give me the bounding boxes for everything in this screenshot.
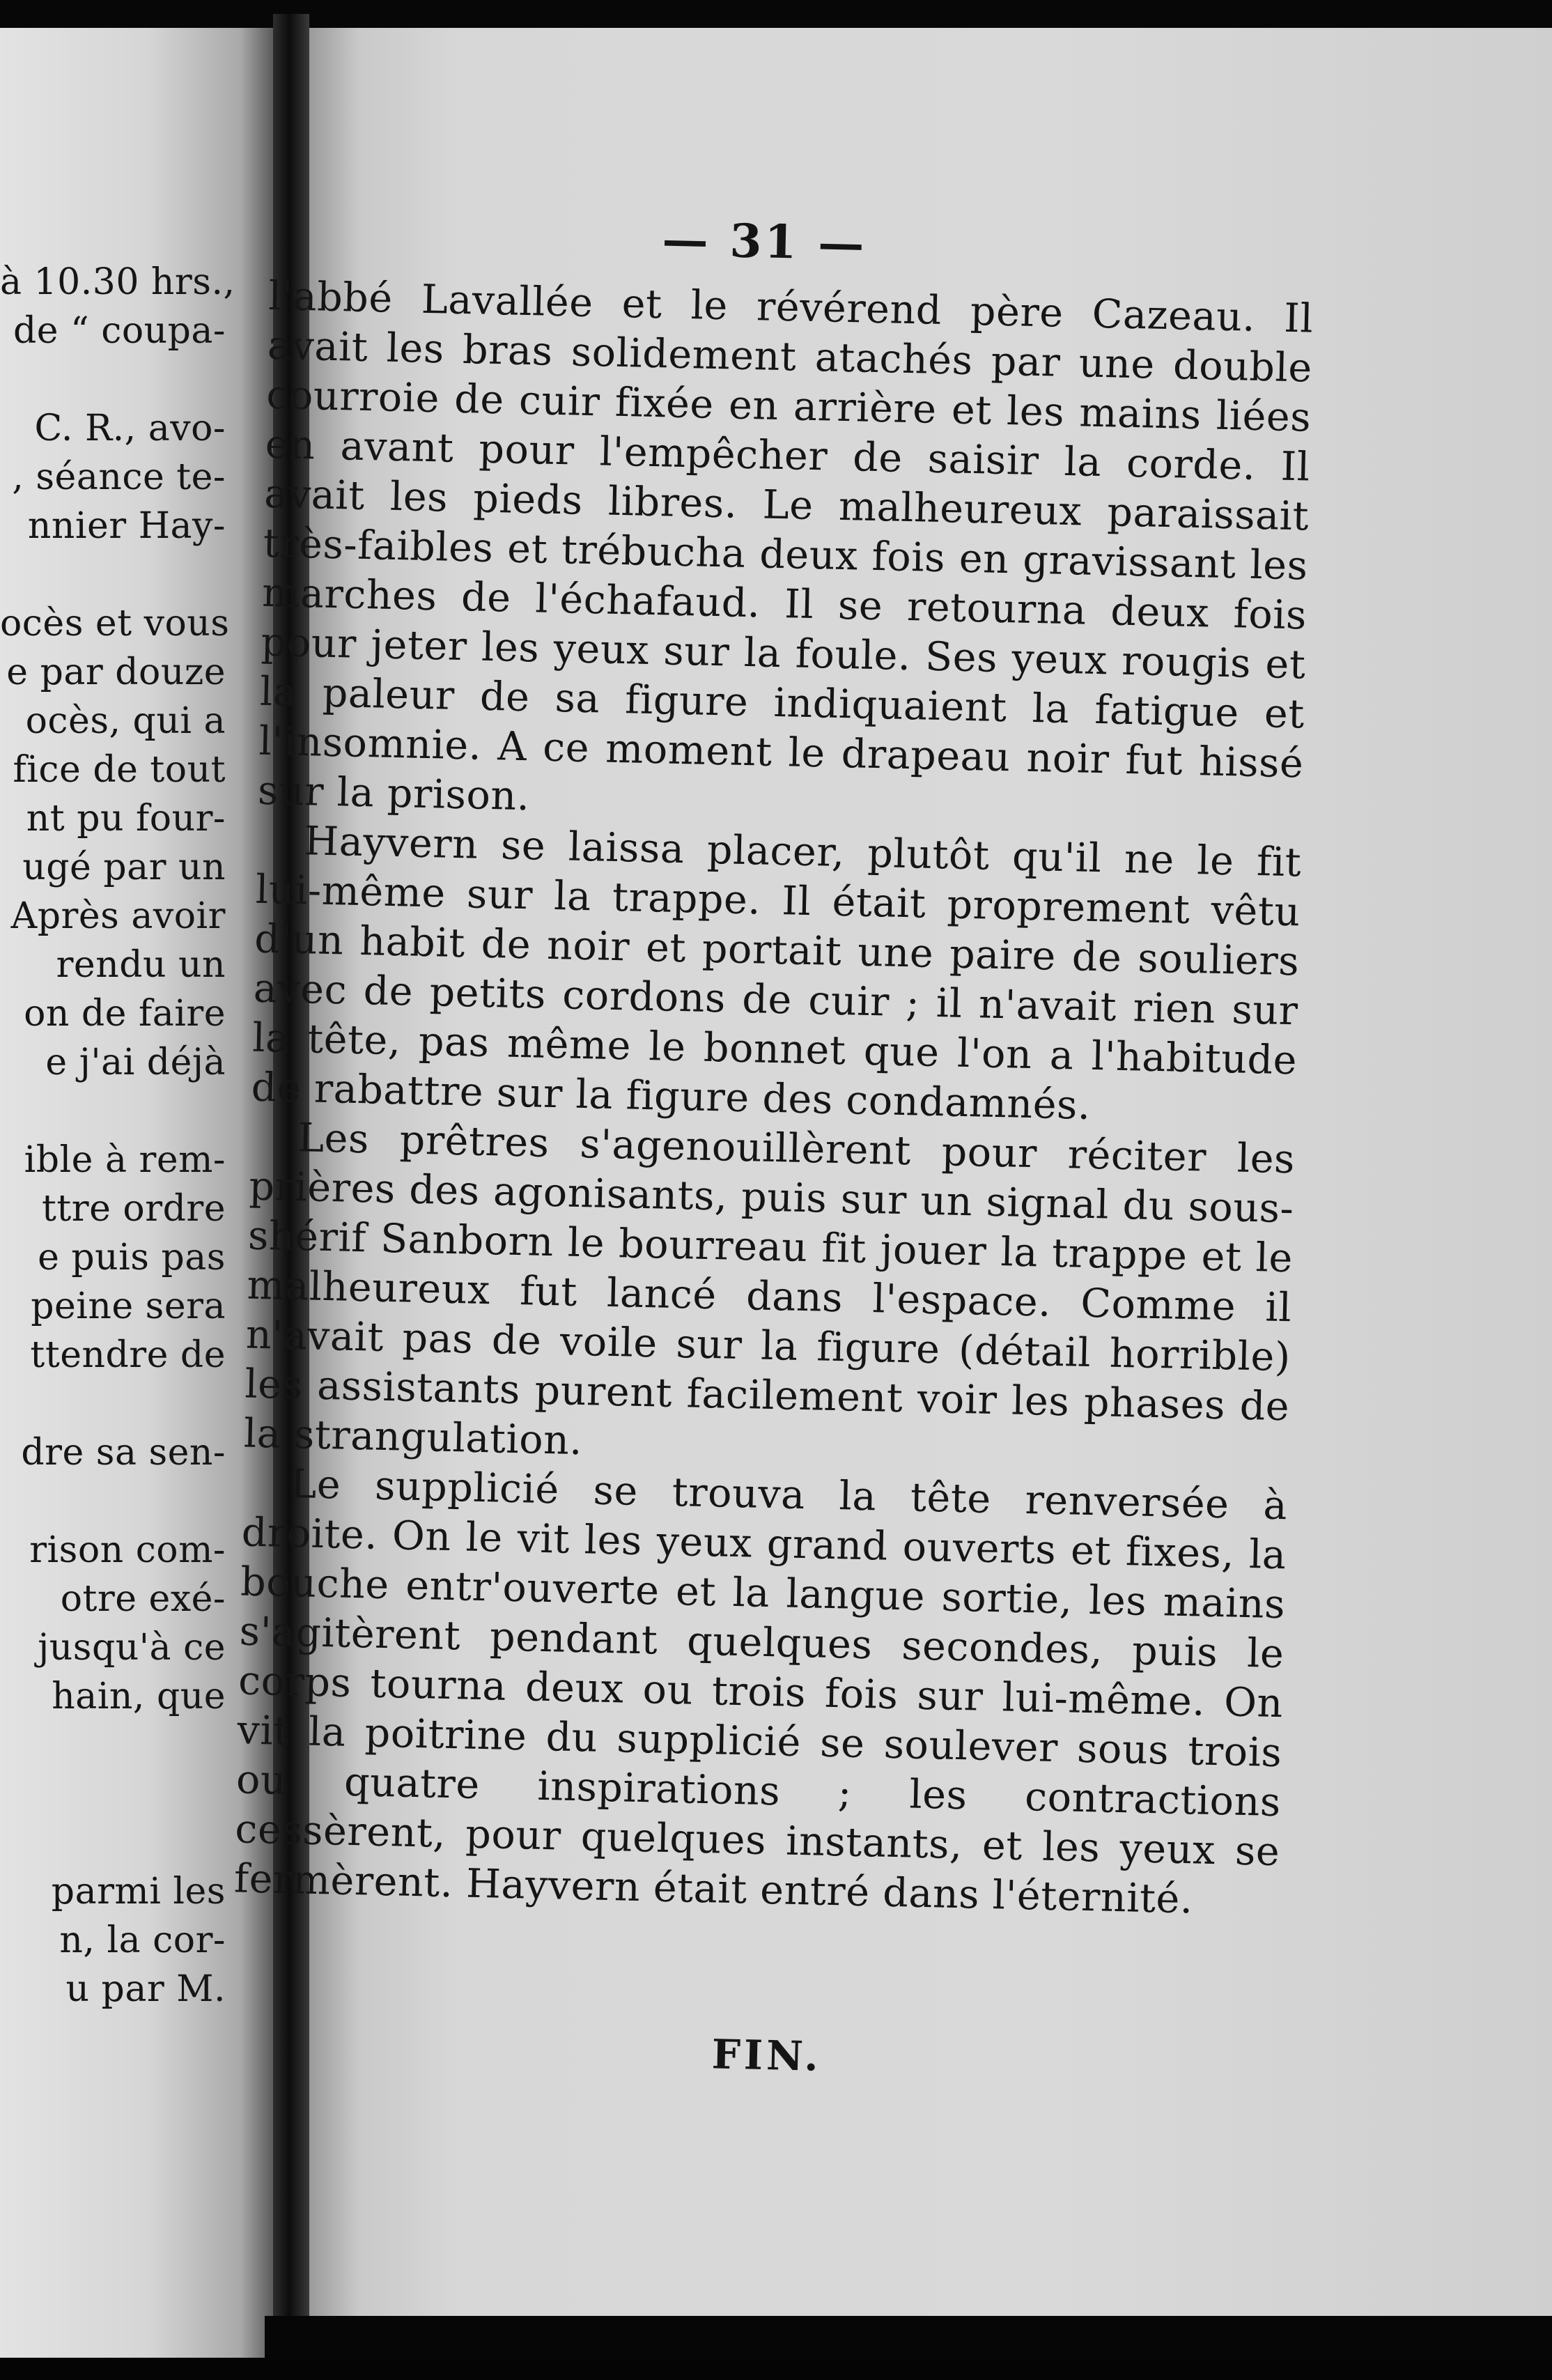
- left-page-line: de “ coupa-: [13, 310, 226, 352]
- left-page-line: u par M.: [65, 1968, 226, 2010]
- left-page-line: , séance te-: [12, 456, 226, 498]
- left-page-line: à 10.30 hrs.,: [0, 261, 235, 303]
- left-page-text: [0, 258, 273, 2014]
- left-page-gap: [0, 1721, 273, 1770]
- left-page-line: peine sera: [31, 1285, 226, 1327]
- left-page-gap: [0, 355, 273, 404]
- paragraph-1: l'abbé Lavallée et le révérend père Cazeau. Il avait les bras solidement atachés par une double courroie de cuir fixée en arrière et les mains liées en avant pour l'empêcher de saisir la corde. Il avait les pieds libres. Le malheureux paraissait très-faibles et trébucha deux fois en gravissant les marches de l'échafaud. Il se retourna deux fois pour jeter les yeux sur la foule. Ses yeux rougis et la paleur de sa figure indiquaient la fatigue et l'insomnie. A ce moment le drapeau noir fut hissé sur la prison.: [257, 272, 1314, 820]
- right-page: [233, 28, 1552, 2358]
- left-page-line: ttre ordre: [41, 1188, 226, 1230]
- body-text: [233, 272, 1314, 1926]
- left-page-line: Après avoir: [10, 895, 226, 937]
- left-page-line: ugé par un: [22, 847, 226, 888]
- left-page-line: e j'ai déjà: [45, 1042, 226, 1083]
- left-page-line: ttendre de: [30, 1334, 226, 1376]
- left-page-line: ible à rem-: [24, 1139, 226, 1181]
- left-page-gap: [0, 1477, 273, 1526]
- left-page-line: nt pu four-: [26, 798, 226, 840]
- left-page-line: hain, que: [52, 1676, 226, 1717]
- right-page-content: [224, 28, 1319, 2380]
- paragraph-3: Les prêtres s'agenouillèrent pour réciter les prières des agonisants, puis sur un signal du sous-shérif Sanborn le bourreau fit jouer la trappe et le malheureux fut lancé dans l'espace. Comme il n'avait pas de voile sur la figure (détail horrible) les assistants purent facilement voir les phases de la strangulation.: [243, 1115, 1296, 1465]
- paragraph-4: Le supplicié se trouva la tête renversée à droite. On le vit les yeux grand ouverts et fixes, la bouche entr'ouverte et la langue sortie, les mains s'agitèrent pendant quelques secondes, puis le corps tourna deux ou trois fois sur lui-même. On vit la poitrine du supplicié se soulever sous trois ou quatre inspirations ; les contractions cessèrent, pour quelques instants, et les yeux se fermèrent. Hayvern était entré dans l'éternité.: [233, 1460, 1288, 1923]
- left-page-line: nnier Hay-: [27, 505, 226, 547]
- scan-bottom-edge: [265, 2316, 1552, 2358]
- left-page-line: otre exé-: [60, 1578, 226, 1620]
- left-page-line: n, la cor-: [59, 1919, 226, 1961]
- left-page-line: ocès, qui a: [25, 700, 226, 742]
- left-page-gap: [0, 550, 273, 599]
- left-page-line: ocès et vous: [0, 603, 230, 644]
- left-page-line: e par douze: [6, 651, 226, 693]
- left-page-line: jusqu'à ce: [38, 1627, 226, 1669]
- left-page-line: e puis pas: [38, 1237, 226, 1278]
- left-page-gap: [0, 1818, 273, 1867]
- paragraph-2: Hayvern se laissa placer, plutôt qu'il ne le fit lui-même sur la trappe. Il était proprement vêtu d'un habit de noir et portait une paire de souliers avec de petits cordons de cuir ; il n'avait rien sur la tête, pas même le bonnet que l'on a l'habitude de rabattre sur la figure des condamnés.: [251, 818, 1302, 1129]
- left-page-line: C. R., avo-: [34, 408, 226, 449]
- end-mark: FIN.: [711, 2030, 823, 2080]
- left-page-line: rison com-: [29, 1529, 226, 1571]
- left-page-line: fice de tout: [13, 749, 226, 791]
- left-page-line: on de faire: [24, 993, 226, 1035]
- page-number: — 31 —: [661, 212, 868, 271]
- left-page-gap: [0, 1087, 273, 1136]
- left-page-gap: [0, 1770, 273, 1818]
- left-page-gap: [0, 1380, 273, 1428]
- left-page-line: parmi les: [51, 1871, 226, 1912]
- left-page-line: dre sa sen-: [21, 1432, 226, 1474]
- left-page-line: rendu un: [56, 944, 226, 986]
